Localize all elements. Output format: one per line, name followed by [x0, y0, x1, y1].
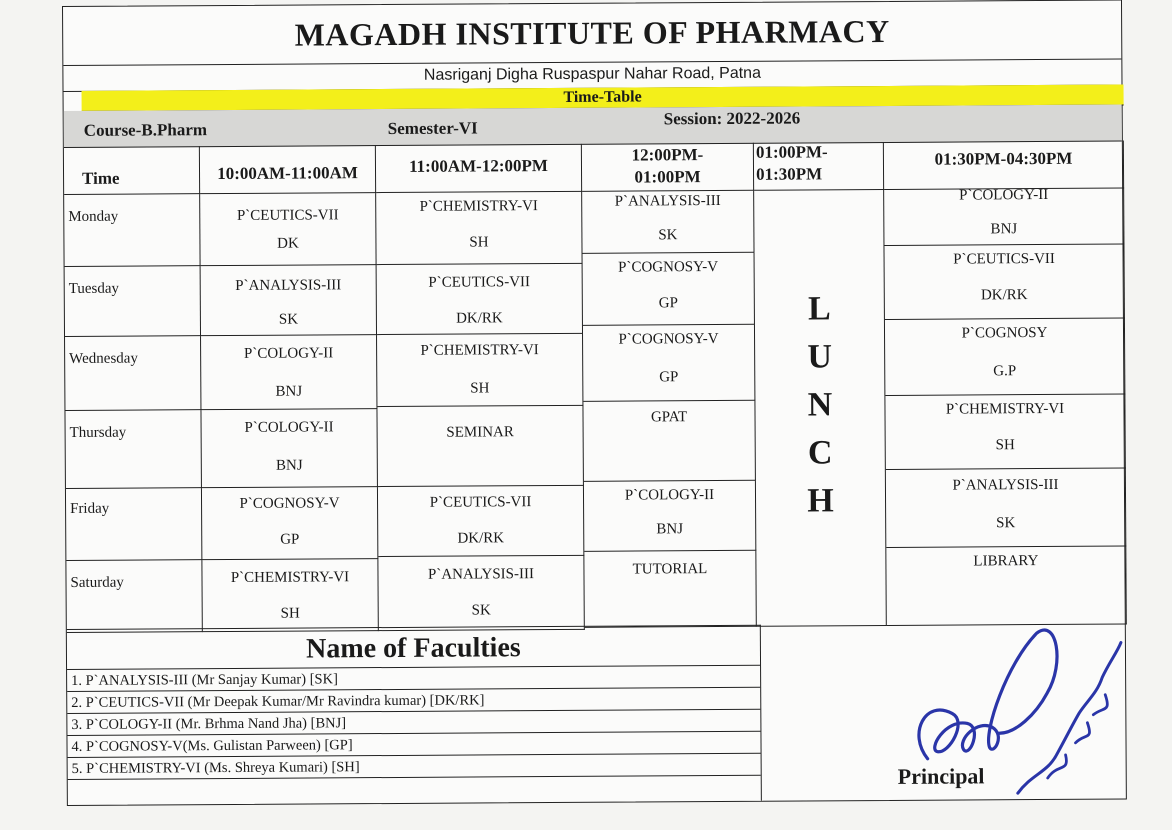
- monday-slot-1: P`CEUTICS-VII DK: [200, 193, 376, 266]
- monday-slot-3: P`ANALYSIS-III SK: [582, 191, 754, 254]
- thursday-slot-3: GPAT: [583, 401, 755, 482]
- thursday-slot-5: P`CHEMISTRY-VI SH: [885, 395, 1125, 470]
- tuesday-slot-5: P`CEUTICS-VII DK/RK: [884, 245, 1124, 320]
- wednesday-slot-3: P`COGNOSY-V GP: [583, 325, 755, 402]
- session-label: Session: 2022-2026: [663, 108, 801, 129]
- friday-slot-3: P`COLOGY-II BNJ: [584, 481, 756, 552]
- day-tuesday: Tuesday: [65, 266, 201, 337]
- thursday-slot-2: SEMINAR: [377, 406, 583, 487]
- wednesday-slot-2: P`CHEMISTRY-VI SH: [377, 334, 583, 407]
- tuesday-slot-1: P`ANALYSIS-III SK: [201, 265, 377, 336]
- saturday-slot-1: P`CHEMISTRY-VI SH: [202, 559, 378, 632]
- thursday-slot-1: P`COLOGY-II BNJ: [201, 409, 377, 488]
- friday-slot-1: P`COGNOSY-V GP: [202, 487, 378, 560]
- time-header: Time: [64, 146, 200, 195]
- tuesday-slot-2: P`CEUTICS-VII DK/RK: [377, 264, 583, 335]
- saturday-slot-5: LIBRARY: [886, 547, 1126, 626]
- saturday-slot-3: TUTORIAL: [584, 551, 756, 628]
- faculty-item-1: 1. P`ANALYSIS-III (Mr Sanjay Kumar) [SK]: [67, 666, 760, 692]
- tuesday-slot-3: P`COGNOSY-V GP: [583, 253, 755, 326]
- lunch-letter-c: C: [807, 434, 833, 472]
- slot-header-4: 01:00PM- 01:30PM: [754, 142, 884, 191]
- faculty-item-5: 5. P`CHEMISTRY-VI (Ms. Shreya Kumari) [SH]: [68, 754, 761, 780]
- monday-slot-2: P`CHEMISTRY-VI SH: [376, 192, 582, 265]
- day-wednesday: Wednesday: [65, 336, 201, 411]
- semester-label: Semester-VI: [387, 118, 478, 139]
- saturday-slot-2: P`ANALYSIS-III SK: [378, 556, 584, 631]
- friday-slot-2: P`CEUTICS-VII DK/RK: [378, 486, 584, 557]
- course-label: Course-B.Pharm: [83, 120, 208, 140]
- lunch-block: [754, 190, 887, 627]
- faculty-item-2: 2. P`CEUTICS-VII (Mr Deepak Kumar/Mr Ravindra kumar) [DK/RK]: [67, 688, 760, 714]
- friday-slot-5: P`ANALYSIS-III SK: [886, 469, 1126, 548]
- slot-header-2: 11:00AM-12:00PM: [376, 144, 582, 193]
- day-friday: Friday: [66, 488, 202, 561]
- day-monday: Monday: [64, 194, 200, 267]
- day-thursday: Thursday: [65, 410, 201, 489]
- day-saturday: Saturday: [66, 560, 202, 633]
- slot-header-5: 01:30PM-04:30PM: [884, 141, 1124, 190]
- timetable-sheet: [62, 0, 1127, 806]
- lunch-letter-u: U: [807, 338, 833, 376]
- faculty-item-4: 4. P`COGNOSY-V(Ms. Gulistan Parween) [GP]: [67, 732, 760, 758]
- wednesday-slot-5: P`COGNOSY G.P: [885, 319, 1125, 396]
- slot-header-1: 10:00AM-11:00AM: [200, 145, 376, 194]
- faculty-list-box: [67, 625, 762, 805]
- monday-slot-5: P`COLOGY-II BNJ: [884, 189, 1124, 246]
- wednesday-slot-1: P`COLOGY-II BNJ: [201, 335, 377, 410]
- lunch-letter-n: N: [807, 386, 833, 424]
- faculty-item-3: 3. P`COLOGY-II (Mr. Brhma Nand Jha) [BNJ]: [67, 710, 760, 736]
- slot-header-3: 12:00PM- 01:00PM: [582, 143, 754, 192]
- institute-title: MAGADH INSTITUTE OF PHARMACY: [63, 1, 1121, 66]
- lunch-letter-l: L: [807, 290, 831, 328]
- timetable-heading: Time-Table: [82, 85, 1124, 112]
- lunch-letter-h: H: [807, 482, 834, 520]
- institute-address: Nasriganj Digha Ruspaspur Nahar Road, Patna: [63, 59, 1121, 92]
- principal-label: Principal: [897, 763, 985, 789]
- faculty-title: Name of Faculties: [67, 626, 760, 670]
